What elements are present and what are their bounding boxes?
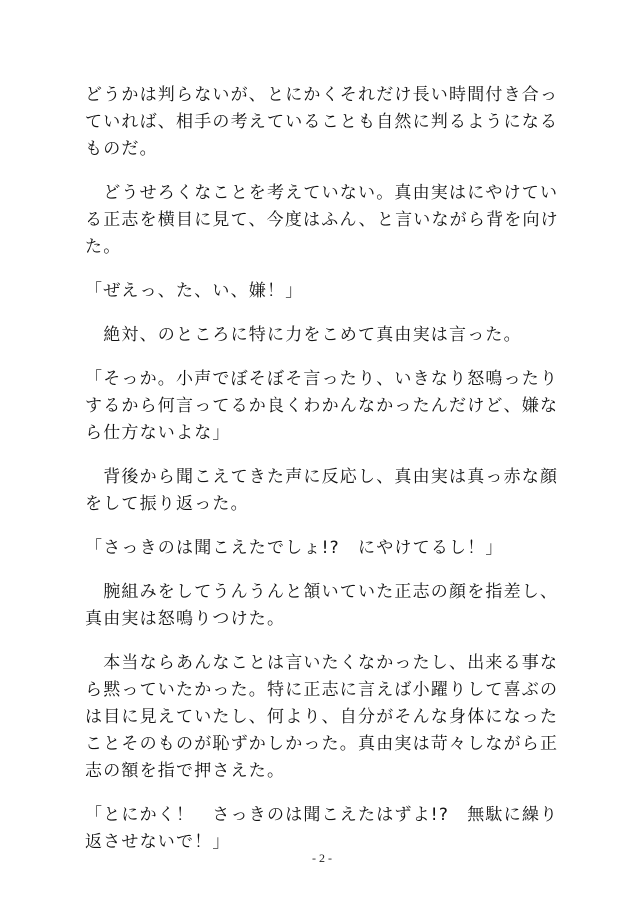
paragraph: 「とにかく！ さっきのは聞こえたはずよ!? 無駄に繰り返させないで！」 xyxy=(85,805,559,852)
paragraph: 背後から聞こえてきた声に反応し、真由実は真っ赤な顔をして振り返った。 xyxy=(85,467,559,514)
paragraph: どうかは判らないが、とにかくそれだけ長い時間付き合っていれば、相手の考えていることも自然に判るようになるものだ。 xyxy=(85,85,559,159)
paragraph: 腕組みをしてうんうんと頷いていた正志の顔を指差し、真由実は怒鳴りつけた。 xyxy=(85,582,559,629)
paragraph: 「さっきのは聞こえたでしょ!? にやけてるし！」 xyxy=(85,538,504,558)
paragraph: 絶対、のところに特に力をこめて真由実は言った。 xyxy=(85,325,522,345)
body-text xyxy=(85,82,565,856)
paragraph: 本当ならあんなことは言いたくなかったし、出来る事なら黙っていたかった。特に正志に言えば小躍りして喜ぶのは目に見えていたし、何より、自分がそんな身体になったことそのものが恥ずかしかった。真由実は苛々しながら正志の額を指で押さえた。 xyxy=(85,653,559,781)
paragraph: 「ぜえっ、た、い、嫌！」 xyxy=(85,281,304,301)
page-number: - 2 - xyxy=(312,851,332,865)
paragraph: 「そっか。小声でぼそぼそ言ったり、いきなり怒鳴ったりするから何言ってるか良くわかんなかったんだけど、嫌なら仕方ないよな」 xyxy=(85,369,559,443)
paragraph: どうせろくなことを考えていない。真由実はにやけている正志を横目に見て、今度はふん、と言いながら背を向けた。 xyxy=(85,183,559,257)
